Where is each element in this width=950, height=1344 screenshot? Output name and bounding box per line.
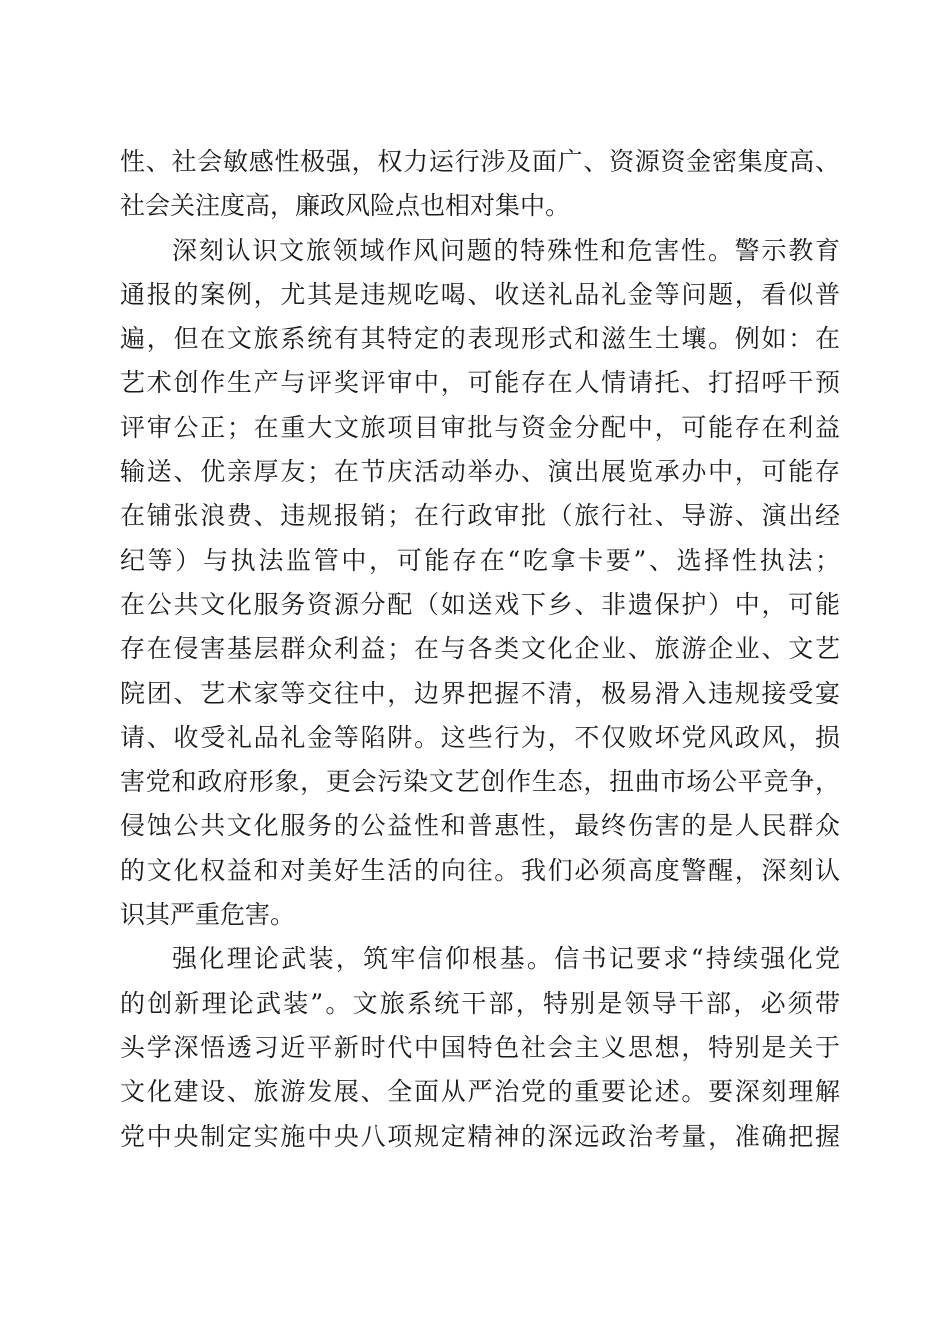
text-line: 输送、优亲厚友；在节庆活动举办、演出展览承办中，可能存 [120, 457, 840, 487]
text-line: 文化建设、旅游发展、全面从严治党的重要论述。要深刻理解 [120, 1077, 840, 1107]
text-line: 性、社会敏感性极强，权力运行涉及面广、资源资金密集度高、 [120, 147, 840, 176]
text-line: 强化理论武装，筑牢信仰根基。信书记要求“持续强化党 [172, 944, 840, 974]
text-line: 艺术创作生产与评奖评审中，可能存在人情请托、打招呼干预 [120, 368, 840, 398]
text-line: 害党和政府形象，更会污染文艺创作生态，扭曲市场公平竞争， [120, 767, 840, 797]
text-line: 通报的案例，尤其是违规吃喝、收送礼品礼金等问题，看似普 [120, 279, 840, 309]
text-line: 遍，但在文旅系统有其特定的表现形式和滋生土壤。例如：在 [120, 324, 840, 354]
paragraph-1 [120, 140, 840, 229]
text-line: 评审公正；在重大文旅项目审批与资金分配中，可能存在利益 [120, 412, 840, 442]
text-line: 纪等）与执法监管中，可能存在“吃拿卡要”、选择性执法； [120, 545, 840, 575]
text-line: 的创新理论武装”。文旅系统干部，特别是领导干部，必须带 [120, 988, 840, 1018]
document-body [120, 140, 840, 1159]
text-line: 存在侵害基层群众利益；在与各类文化企业、旅游企业、文艺 [120, 634, 840, 664]
text-line: 识其严重危害。 [120, 900, 296, 930]
text-line: 侵蚀公共文化服务的公益性和普惠性，最终伤害的是人民群众 [120, 811, 840, 841]
text-line: 深刻认识文旅领域作风问题的特殊性和危害性。警示教育 [172, 235, 840, 265]
text-line: 党中央制定实施中央八项规定精神的深远政治考量，准确把握 [120, 1121, 840, 1151]
paragraph-2 [120, 229, 840, 938]
text-line: 在铺张浪费、违规报销；在行政审批（旅行社、导游、演出经 [120, 501, 840, 531]
paragraph-3 [120, 937, 840, 1158]
text-line: 的文化权益和对美好生活的向往。我们必须高度警醒，深刻认 [120, 855, 840, 885]
text-line: 请、收受礼品礼金等陷阱。这些行为，不仅败坏党风政风，损 [120, 722, 840, 752]
text-line: 在公共文化服务资源分配（如送戏下乡、非遗保护）中，可能 [120, 589, 840, 619]
text-line: 社会关注度高，廉政风险点也相对集中。 [120, 191, 571, 221]
text-line: 院团、艺术家等交往中，边界把握不清，极易滑入违规接受宴 [120, 678, 840, 708]
text-line: 头学深悟透习近平新时代中国特色社会主义思想，特别是关于 [120, 1032, 840, 1062]
